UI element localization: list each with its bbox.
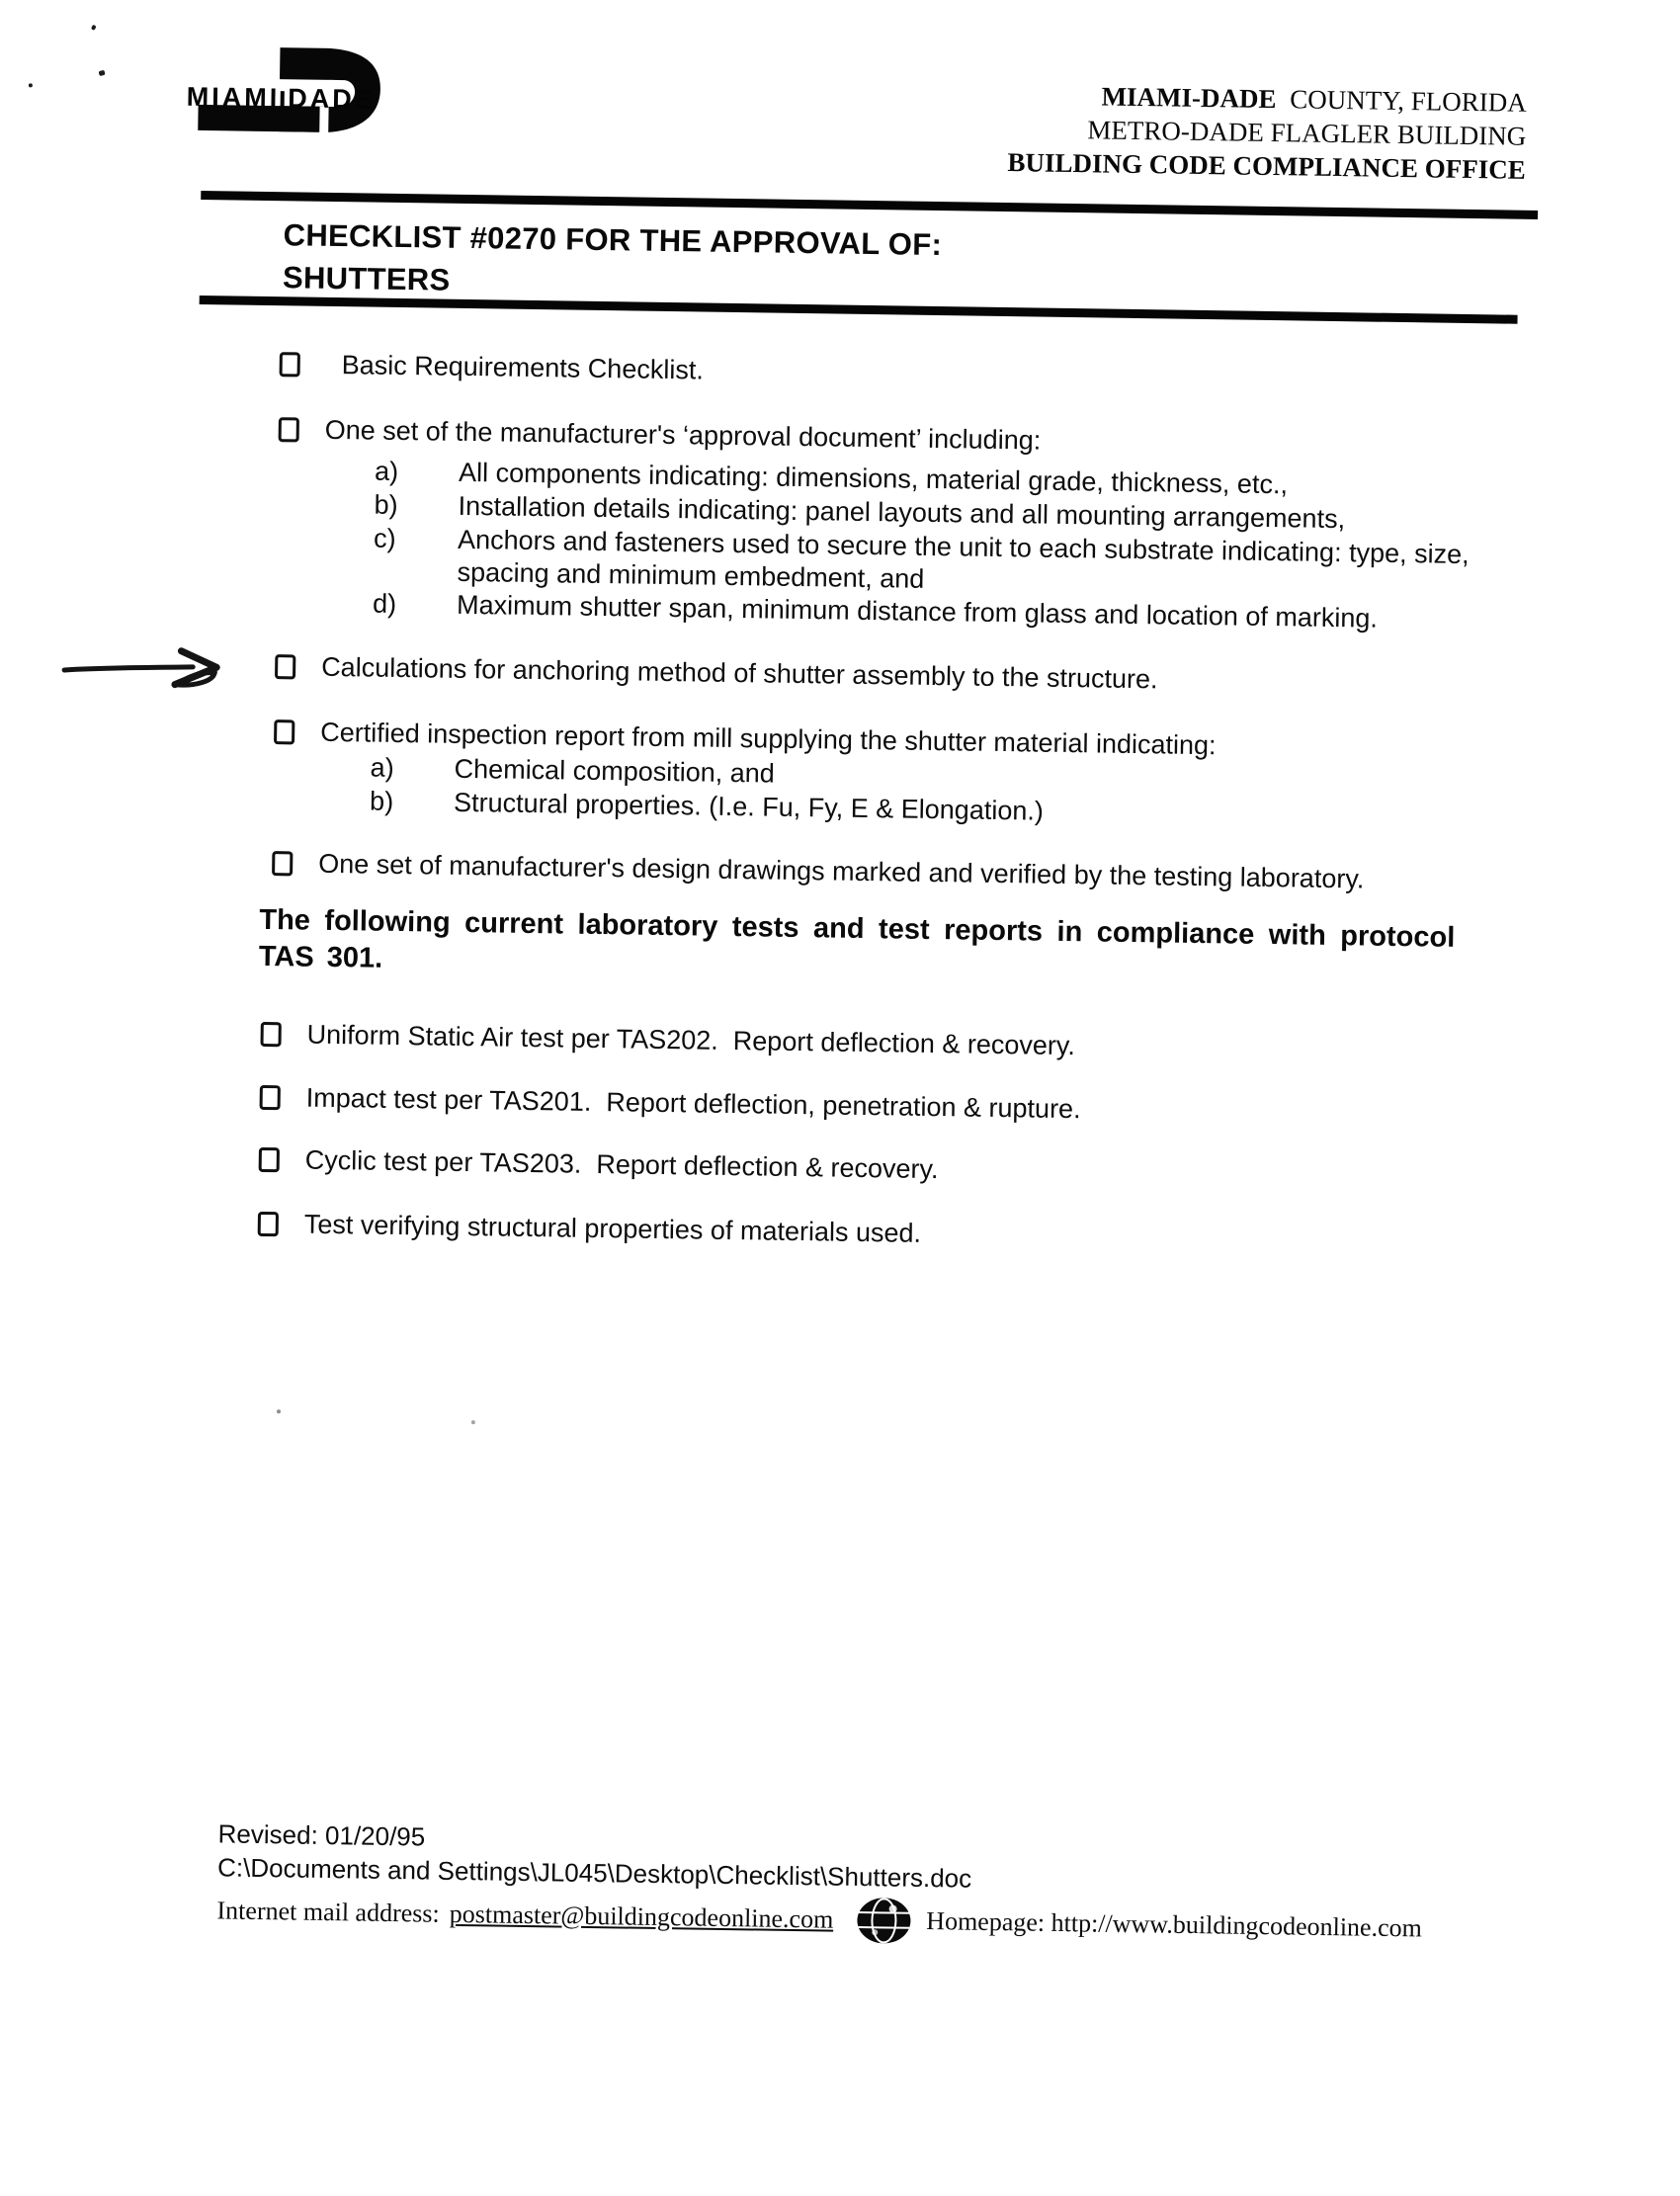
miami-dade-logo: [180, 41, 393, 137]
checkbox-icon: [258, 1212, 279, 1236]
test-item-cyclic: [259, 1143, 939, 1186]
checkbox-icon: [260, 1085, 281, 1110]
logo-separator: [281, 91, 285, 107]
checkbox-icon: [272, 851, 293, 876]
footer-contact-line: [216, 1885, 1422, 1954]
subitem-label: d): [372, 588, 397, 619]
handwritten-arrow-annotation: [56, 639, 245, 702]
county-rest: COUNTY, FLORIDA: [1290, 84, 1528, 118]
logo-text-miami: MIAMI: [186, 81, 281, 114]
test-item-label: Impact test per TAS201. Report deflection, penetration & rupture.: [305, 1082, 1081, 1125]
subitem-label: b): [374, 489, 398, 520]
test-item-label: Test verifying structural properties of materials used.: [303, 1209, 922, 1248]
scan-speck: [277, 1409, 281, 1413]
checklist-item-label: Certified inspection report from mill supplying the shutter material indicating:: [319, 717, 1217, 761]
county-name: MIAMI-DADE: [1101, 81, 1277, 115]
subitem-label: a): [370, 752, 394, 783]
agency-header-line3: BUILDING CODE COMPLIANCE OFFICE: [1007, 147, 1527, 185]
footer-file-path: C:\Documents and Settings\JL045\Desktop\Checklist\Shutters.doc: [216, 1852, 972, 1894]
subitem-a: [370, 752, 775, 791]
subitem-text: Installation details indicating: panel layouts and all mounting arrangements,: [458, 490, 1346, 535]
test-item-uniform-static-air: [260, 1018, 1075, 1062]
checkbox-icon: [260, 1022, 281, 1047]
checkbox-icon: [280, 352, 300, 377]
checkbox-icon: [275, 654, 295, 679]
checklist-item-basic-requirements: [279, 348, 704, 386]
test-item-label: Cyclic test per TAS203. Report deflection & recovery.: [304, 1144, 939, 1185]
subitem-label: a): [374, 456, 399, 486]
test-item-label: Uniform Static Air test per TAS202. Report deflection & recovery.: [306, 1019, 1076, 1061]
checklist-item-approval-document: [279, 413, 1042, 457]
subitem-text: Maximum shutter span, minimum distance from glass and location of marking.: [456, 589, 1379, 633]
homepage-label: Homepage: http://www.buildingcodeonline.com: [926, 1906, 1423, 1943]
footer-revised: Revised: 01/20/95: [217, 1818, 426, 1852]
subitem-text: All components indicating: dimensions, material grade, thickness, etc.,: [458, 457, 1289, 500]
checklist-item-label: One set of the manufacturer's ‘approval document’ including:: [324, 414, 1042, 456]
page-title-line2: SHUTTERS: [282, 260, 451, 297]
checklist-item-design-drawings: [272, 847, 1365, 895]
checklist-item-label: Calculations for anchoring method of shutter assembly to the structure.: [320, 651, 1158, 695]
checklist-item-calculations: [275, 650, 1158, 696]
page-title-line1: CHECKLIST #0270 FOR THE APPROVAL OF:: [283, 217, 943, 263]
subitem-text: Structural properties. (I.e. Fu, Fy, E & Elongation.): [453, 787, 1045, 826]
checkbox-icon: [279, 417, 299, 442]
checklist-item-label: Basic Requirements Checklist.: [341, 350, 705, 385]
checklist-item-label: One set of manufacturer's design drawings marked and verified by the testing laboratory.: [318, 848, 1365, 894]
subitem-label: b): [369, 786, 394, 816]
miami-dade-logo-text: [187, 82, 376, 116]
scan-speck: [471, 1420, 475, 1424]
checkbox-icon: [274, 719, 294, 744]
globe-icon: [855, 1895, 913, 1947]
mail-address-label: Internet mail address:: [216, 1896, 440, 1928]
agency-header-line2: METRO-DADE FLAGLER BUILDING: [1087, 115, 1527, 151]
scan-speck: [29, 83, 33, 87]
checkbox-icon: [259, 1147, 280, 1172]
scan-speck: [91, 25, 97, 31]
subitem-text: Chemical composition, and: [454, 753, 776, 789]
scan-speck: [99, 70, 106, 76]
section-heading: The following current laboratory tests and test reports in compliance with protocol TAS 301.: [258, 903, 1456, 974]
test-item-structural-properties: [258, 1208, 922, 1250]
test-item-impact: [259, 1081, 1080, 1126]
logo-text-dade: DADE: [287, 83, 376, 115]
agency-header: [775, 75, 1527, 187]
page-title: [283, 213, 943, 308]
subitem-b: [370, 786, 1044, 828]
mail-address-link: postmaster@buildingcodeonline.com: [449, 1899, 834, 1934]
subitem-label: c): [373, 523, 396, 553]
subitem-text: Anchors and fasteners used to secure the unit to each substrate indicating: type, size, spacing and minimum embedment, and: [457, 524, 1470, 594]
